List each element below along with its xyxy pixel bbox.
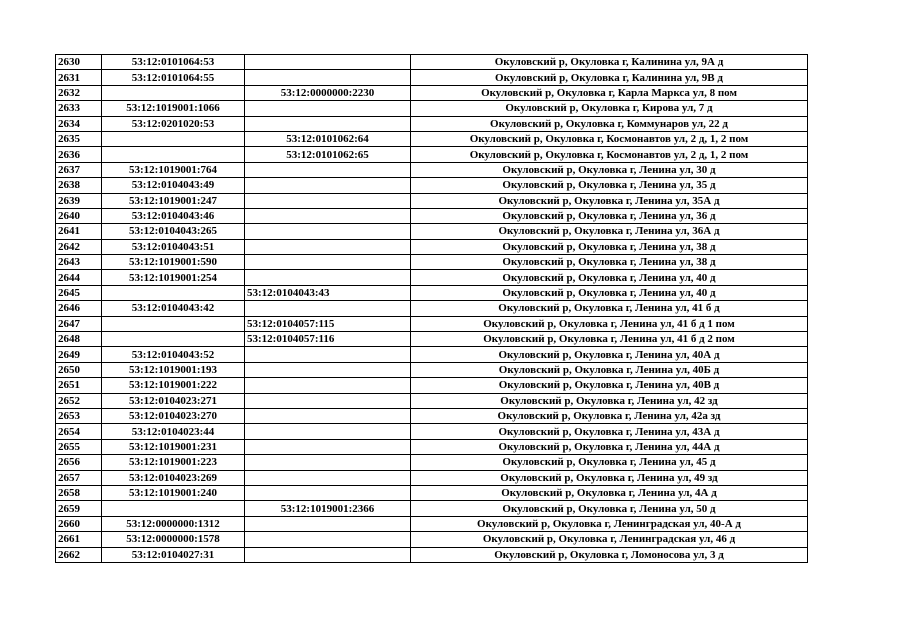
row-number: 2638: [56, 178, 102, 193]
address-cell: Окуловский р, Окуловка г, Ломоносова ул, 3 д: [411, 547, 808, 562]
table-row: [56, 101, 808, 116]
row-number: 2637: [56, 162, 102, 177]
cadastral-number-cell: 53:12:0104023:271: [102, 393, 245, 408]
address-cell: Окуловский р, Окуловка г, Космонавтов ул, 2 д, 1, 2 пом: [411, 131, 808, 146]
address-cell: Окуловский р, Окуловка г, Калинина ул, 9В д: [411, 70, 808, 85]
table-row: [56, 55, 808, 70]
address-cell: Окуловский р, Окуловка г, Ленина ул, 42 зд: [411, 393, 808, 408]
cadastral-number-cell: 53:12:1019001:764: [102, 162, 245, 177]
secondary-cadastral-number-cell: 53:12:0101062:65: [245, 147, 411, 162]
secondary-cadastral-number-cell: [245, 347, 411, 362]
address-cell: Окуловский р, Окуловка г, Ленинградская ул, 46 д: [411, 532, 808, 547]
row-number: 2636: [56, 147, 102, 162]
address-cell: Окуловский р, Окуловка г, Ленинградская ул, 40-А д: [411, 516, 808, 531]
secondary-cadastral-number-cell: 53:12:0104057:116: [245, 332, 411, 347]
cadastral-number-cell: 53:12:0104043:265: [102, 224, 245, 239]
secondary-cadastral-number-cell: [245, 362, 411, 377]
row-number: 2661: [56, 532, 102, 547]
table-row: [56, 393, 808, 408]
secondary-cadastral-number-cell: [245, 408, 411, 423]
cadastral-number-cell: 53:12:1019001:590: [102, 255, 245, 270]
cadastral-number-cell: [102, 501, 245, 516]
cadastral-number-cell: 53:12:1019001:240: [102, 485, 245, 500]
row-number: 2645: [56, 285, 102, 300]
secondary-cadastral-number-cell: [245, 178, 411, 193]
secondary-cadastral-number-cell: 53:12:0000000:2230: [245, 85, 411, 100]
cadastral-number-cell: 53:12:0104043:42: [102, 301, 245, 316]
address-cell: Окуловский р, Окуловка г, Ленина ул, 36А д: [411, 224, 808, 239]
address-cell: Окуловский р, Окуловка г, Космонавтов ул, 2 д, 1, 2 пом: [411, 147, 808, 162]
table-row: [56, 362, 808, 377]
secondary-cadastral-number-cell: [245, 255, 411, 270]
cadastral-number-cell: 53:12:0000000:1312: [102, 516, 245, 531]
secondary-cadastral-number-cell: [245, 193, 411, 208]
secondary-cadastral-number-cell: [245, 208, 411, 223]
table-row: [56, 470, 808, 485]
cadastral-number-cell: [102, 316, 245, 331]
address-cell: Окуловский р, Окуловка г, Ленина ул, 41 б д: [411, 301, 808, 316]
address-cell: Окуловский р, Окуловка г, Ленина ул, 38 д: [411, 239, 808, 254]
secondary-cadastral-number-cell: [245, 516, 411, 531]
table-row: [56, 532, 808, 547]
secondary-cadastral-number-cell: [245, 301, 411, 316]
address-cell: Окуловский р, Окуловка г, Кирова ул, 7 д: [411, 101, 808, 116]
table-row: [56, 547, 808, 562]
table-row: [56, 439, 808, 454]
cadastral-number-cell: 53:12:1019001:254: [102, 270, 245, 285]
row-number: 2646: [56, 301, 102, 316]
cadastral-number-cell: [102, 332, 245, 347]
table-row: [56, 239, 808, 254]
table-row: [56, 208, 808, 223]
row-number: 2630: [56, 55, 102, 70]
cadastral-number-cell: 53:12:0104043:46: [102, 208, 245, 223]
cadastral-number-cell: 53:12:1019001:1066: [102, 101, 245, 116]
table-row: [56, 255, 808, 270]
cadastral-number-cell: 53:12:0104027:31: [102, 547, 245, 562]
cadastral-number-cell: 53:12:0104023:270: [102, 408, 245, 423]
table-row: [56, 501, 808, 516]
table-row: [56, 270, 808, 285]
address-cell: Окуловский р, Окуловка г, Ленина ул, 30 д: [411, 162, 808, 177]
table-row: [56, 378, 808, 393]
cadastral-number-cell: 53:12:1019001:247: [102, 193, 245, 208]
row-number: 2654: [56, 424, 102, 439]
address-cell: Окуловский р, Окуловка г, Ленина ул, 49 зд: [411, 470, 808, 485]
table-row: [56, 316, 808, 331]
row-number: 2662: [56, 547, 102, 562]
secondary-cadastral-number-cell: 53:12:0104057:115: [245, 316, 411, 331]
table-row: [56, 116, 808, 131]
secondary-cadastral-number-cell: [245, 378, 411, 393]
cadastral-number-cell: 53:12:0104043:52: [102, 347, 245, 362]
address-cell: Окуловский р, Окуловка г, Ленина ул, 4А д: [411, 485, 808, 500]
row-number: 2633: [56, 101, 102, 116]
row-number: 2643: [56, 255, 102, 270]
cadastral-number-cell: 53:12:0104023:44: [102, 424, 245, 439]
address-cell: Окуловский р, Окуловка г, Ленина ул, 35А д: [411, 193, 808, 208]
secondary-cadastral-number-cell: 53:12:1019001:2366: [245, 501, 411, 516]
cadastral-number-cell: 53:12:1019001:193: [102, 362, 245, 377]
row-number: 2660: [56, 516, 102, 531]
address-cell: Окуловский р, Окуловка г, Ленина ул, 40Б д: [411, 362, 808, 377]
row-number: 2657: [56, 470, 102, 485]
address-cell: Окуловский р, Окуловка г, Коммунаров ул, 22 д: [411, 116, 808, 131]
address-cell: Окуловский р, Окуловка г, Ленина ул, 36 д: [411, 208, 808, 223]
secondary-cadastral-number-cell: [245, 116, 411, 131]
secondary-cadastral-number-cell: [245, 455, 411, 470]
secondary-cadastral-number-cell: [245, 224, 411, 239]
table-row: [56, 516, 808, 531]
table-row: [56, 178, 808, 193]
table-body: [56, 55, 808, 563]
address-cell: Окуловский р, Окуловка г, Калинина ул, 9А д: [411, 55, 808, 70]
address-cell: Окуловский р, Окуловка г, Карла Маркса ул, 8 пом: [411, 85, 808, 100]
row-number: 2642: [56, 239, 102, 254]
table-row: [56, 332, 808, 347]
address-cell: Окуловский р, Окуловка г, Ленина ул, 40В д: [411, 378, 808, 393]
secondary-cadastral-number-cell: [245, 547, 411, 562]
row-number: 2647: [56, 316, 102, 331]
cadastral-number-cell: 53:12:0101064:55: [102, 70, 245, 85]
address-cell: Окуловский р, Окуловка г, Ленина ул, 42а зд: [411, 408, 808, 423]
secondary-cadastral-number-cell: [245, 470, 411, 485]
row-number: 2650: [56, 362, 102, 377]
row-number: 2655: [56, 439, 102, 454]
table-row: [56, 147, 808, 162]
address-cell: Окуловский р, Окуловка г, Ленина ул, 43А д: [411, 424, 808, 439]
secondary-cadastral-number-cell: [245, 162, 411, 177]
row-number: 2649: [56, 347, 102, 362]
secondary-cadastral-number-cell: [245, 485, 411, 500]
cadastral-number-cell: [102, 147, 245, 162]
table-row: [56, 301, 808, 316]
cadastral-number-cell: 53:12:0104043:49: [102, 178, 245, 193]
cadastral-number-cell: [102, 85, 245, 100]
table-row: [56, 193, 808, 208]
secondary-cadastral-number-cell: [245, 70, 411, 85]
secondary-cadastral-number-cell: [245, 532, 411, 547]
address-cell: Окуловский р, Окуловка г, Ленина ул, 41 б д 1 пом: [411, 316, 808, 331]
address-cell: Окуловский р, Окуловка г, Ленина ул, 40 д: [411, 270, 808, 285]
address-cell: Окуловский р, Окуловка г, Ленина ул, 40 д: [411, 285, 808, 300]
row-number: 2634: [56, 116, 102, 131]
address-cell: Окуловский р, Окуловка г, Ленина ул, 35 д: [411, 178, 808, 193]
cadastral-number-cell: 53:12:1019001:223: [102, 455, 245, 470]
row-number: 2640: [56, 208, 102, 223]
secondary-cadastral-number-cell: [245, 239, 411, 254]
table-row: [56, 408, 808, 423]
secondary-cadastral-number-cell: [245, 439, 411, 454]
secondary-cadastral-number-cell: 53:12:0101062:64: [245, 131, 411, 146]
cadastral-number-cell: 53:12:0000000:1578: [102, 532, 245, 547]
secondary-cadastral-number-cell: [245, 55, 411, 70]
row-number: 2631: [56, 70, 102, 85]
table-row: [56, 424, 808, 439]
cadastral-number-cell: 53:12:1019001:231: [102, 439, 245, 454]
row-number: 2652: [56, 393, 102, 408]
secondary-cadastral-number-cell: [245, 101, 411, 116]
row-number: 2658: [56, 485, 102, 500]
cadastral-number-cell: 53:12:0104043:51: [102, 239, 245, 254]
secondary-cadastral-number-cell: [245, 393, 411, 408]
table-row: [56, 285, 808, 300]
row-number: 2659: [56, 501, 102, 516]
row-number: 2639: [56, 193, 102, 208]
address-cell: Окуловский р, Окуловка г, Ленина ул, 44А д: [411, 439, 808, 454]
secondary-cadastral-number-cell: 53:12:0104043:43: [245, 285, 411, 300]
cadastral-number-cell: 53:12:1019001:222: [102, 378, 245, 393]
row-number: 2653: [56, 408, 102, 423]
row-number: 2635: [56, 131, 102, 146]
secondary-cadastral-number-cell: [245, 424, 411, 439]
cadastral-number-cell: [102, 285, 245, 300]
row-number: 2632: [56, 85, 102, 100]
address-cell: Окуловский р, Окуловка г, Ленина ул, 41 б д 2 пом: [411, 332, 808, 347]
address-cell: Окуловский р, Окуловка г, Ленина ул, 50 д: [411, 501, 808, 516]
cadastral-number-cell: 53:12:0201020:53: [102, 116, 245, 131]
cadastral-number-cell: 53:12:0104023:269: [102, 470, 245, 485]
secondary-cadastral-number-cell: [245, 270, 411, 285]
table-row: [56, 224, 808, 239]
table-row: [56, 162, 808, 177]
table-row: [56, 347, 808, 362]
address-cell: Окуловский р, Окуловка г, Ленина ул, 45 д: [411, 455, 808, 470]
table-row: [56, 485, 808, 500]
table-row: [56, 70, 808, 85]
address-cell: Окуловский р, Окуловка г, Ленина ул, 38 д: [411, 255, 808, 270]
table-row: [56, 455, 808, 470]
cadastral-number-cell: [102, 131, 245, 146]
cadastral-number-cell: 53:12:0101064:53: [102, 55, 245, 70]
row-number: 2641: [56, 224, 102, 239]
address-cell: Окуловский р, Окуловка г, Ленина ул, 40А д: [411, 347, 808, 362]
row-number: 2651: [56, 378, 102, 393]
row-number: 2644: [56, 270, 102, 285]
table-row: [56, 131, 808, 146]
row-number: 2656: [56, 455, 102, 470]
table-row: [56, 85, 808, 100]
row-number: 2648: [56, 332, 102, 347]
property-table: [55, 54, 808, 563]
